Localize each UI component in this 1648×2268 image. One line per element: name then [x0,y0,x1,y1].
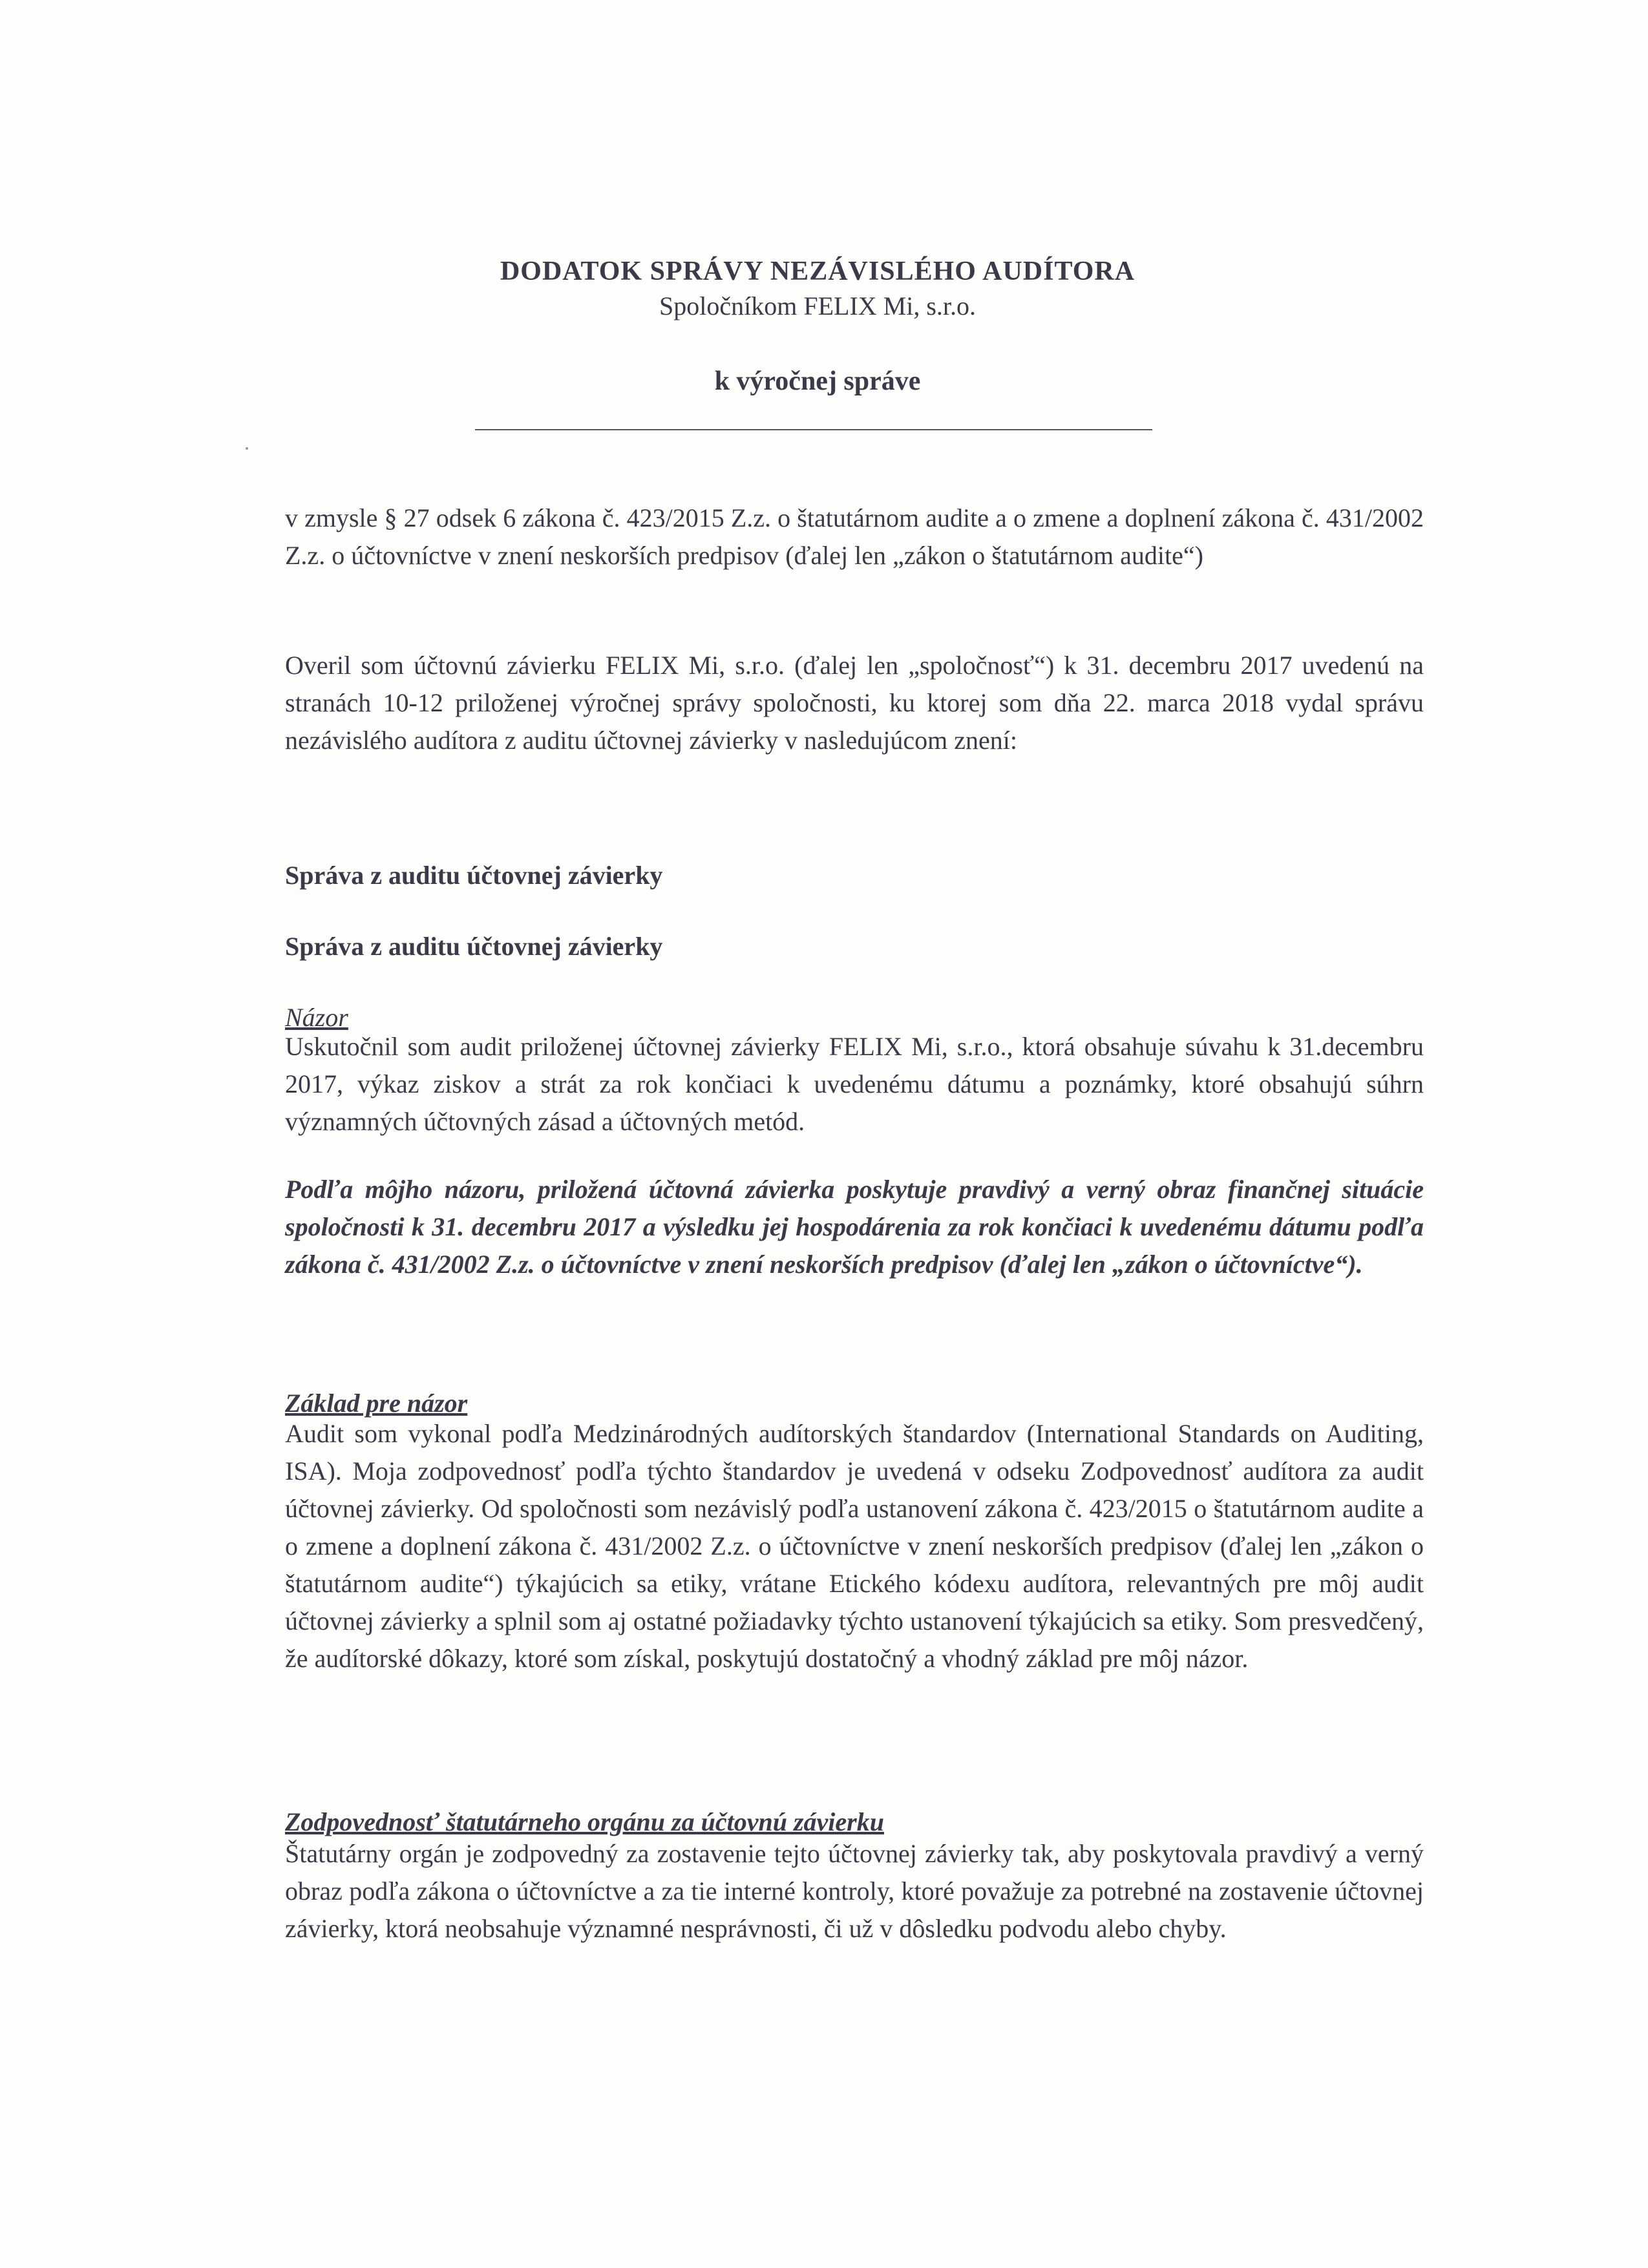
verification-paragraph: Overil som účtovnú závierku FELIX Mi, s.r.o. (ďalej len „spoločnosť“) k 31. decembru 2017 uvedenú na stranách 10-12 priloženej výročnej správy spoločnosti, ku ktorej som dňa 22. marca 2018 vydal správu nezávislého audítora z auditu účtovnej závierky v nasledujúcom znení: [285,651,1424,755]
scan-speck [246,447,248,450]
report-heading: Správa z auditu účtovnej závierky [285,861,663,890]
document-subtitle: k výročnej správe [714,366,921,396]
opinion-heading-text: Názor [285,1003,348,1032]
legal-basis-paragraph: v zmysle § 27 odsek 6 zákona č. 423/2015 Z.z. o štatutárnom audite a o zmene a doplnení zákona č. 431/2002 Z.z. o účtovníctve v znení neskorších predpisov (ďalej len „zákon o štatutárnom audite“) [285,503,1424,570]
responsibility-paragraph: Štatutárny orgán je zodpovedný za zostavenie tejto účtovnej závierky tak, aby poskytovala pravdivý a verný obraz podľa zákona o účtovníctve a za tie interné kontroly, ktoré považuje za potrebné na zostavenie účtovnej závierky, ktorá neobsahuje významné nesprávnosti, či už v dôsledku podvodu alebo chyby. [285,1839,1424,1943]
opinion-statement: Podľa môjho názoru, priložená účtovná závierka poskytuje pravdivý a verný obraz finančnej situácie spoločnosti k 31. decembru 2017 a výsledku jej hospodárenia za rok končiaci k uvedenému dátumu podľa zákona č. 431/2002 Z.z. o účtovníctve v znení neskorších predpisov (ďalej len „zákon o účtovníctve“). [285,1175,1424,1279]
addressee: Spoločníkom FELIX Mi, s.r.o. [659,291,977,320]
opinion-paragraph: Uskutočnil som audit priloženej účtovnej závierky FELIX Mi, s.r.o., ktorá obsahuje súvahu k 31.decembru 2017, výkaz ziskov a strát za rok končiaci k uvedenému dátumu a poznámky, ktoré obsahujú súhrn významných účtovných zásad a účtovných metód. [285,1032,1424,1136]
title-divider [475,429,1152,430]
basis-paragraph: Audit som vykonal podľa Medzinárodných audítorských štandardov (International Standards on Auditing, ISA). Moja zodpovednosť podľa týchto štandardov je uvedená v odseku Zodpovednosť audítora za audit účtovnej závierky. Od spoločnosti som nezávislý podľa ustanovení zákona č. 423/2015 o štatutárnom audite a o zmene a doplnení zákona č. 431/2002 Z.z. o účtovníctve v znení neskorších predpisov (ďalej len „zákon o štatutárnom audite“) týkajúcich sa etiky, vrátane Etického kódexu audítora, relevantných pre môj audit účtovnej závierky a splnil som aj ostatné požiadavky týchto ustanovení týkajúcich sa etiky. Som presvedčený, že audítorské dôkazy, ktoré som získal, poskytujú dostatočný a vhodný základ pre môj názor. [285,1419,1424,1673]
document-title: DODATOK SPRÁVY NEZÁVISLÉHO AUDÍTORA [500,257,1136,286]
report-heading-repeat: Správa z auditu účtovnej závierky [285,932,663,961]
basis-heading-text: Základ pre názor [285,1389,468,1418]
responsibility-heading-text: Zodpovednosť štatutárneho orgánu za účtovnú závierku [285,1807,884,1836]
